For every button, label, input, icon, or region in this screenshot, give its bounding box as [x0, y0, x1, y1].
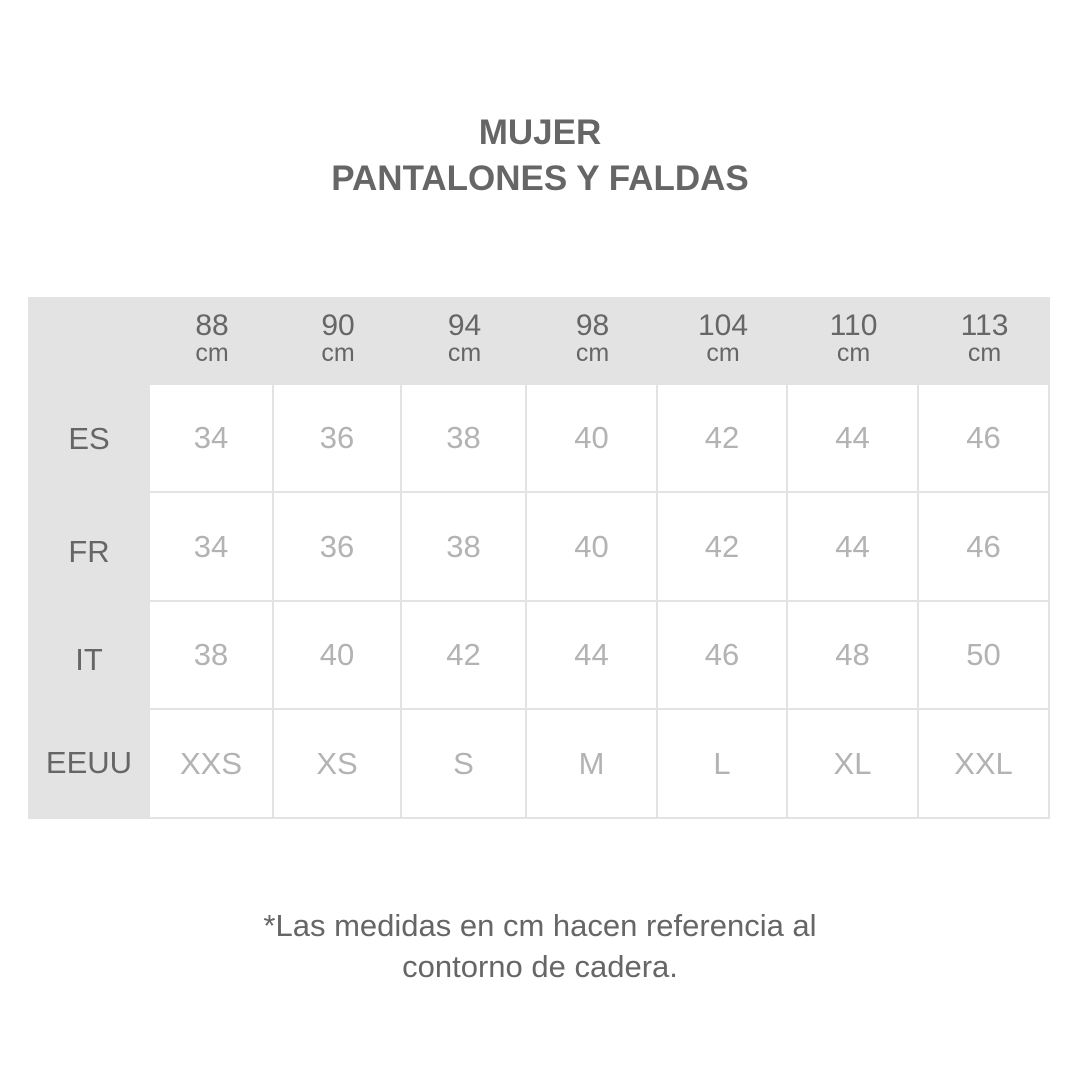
header-cell — [274, 311, 402, 365]
page-title — [0, 110, 1080, 202]
size-cell: 40 — [527, 493, 658, 602]
size-grid — [150, 385, 1050, 819]
header-value: 110 — [829, 309, 878, 342]
row-label-eeuu: EEUU — [45, 745, 133, 780]
size-cell: 38 — [150, 602, 274, 710]
size-cell: 44 — [527, 602, 658, 710]
size-cell: 44 — [788, 493, 919, 602]
header-value: 98 — [575, 309, 610, 342]
size-cell: 46 — [919, 385, 1050, 493]
row-label-it: IT — [75, 642, 103, 677]
size-cell: 40 — [527, 385, 658, 493]
size-cell: 38 — [402, 385, 527, 493]
size-cell: 42 — [402, 602, 527, 710]
title-line-1: MUJER — [478, 113, 602, 152]
header-cell — [788, 311, 919, 365]
header-cell — [402, 311, 527, 365]
header-cell — [150, 311, 274, 365]
header-value: 104 — [697, 309, 749, 342]
size-cell: S — [402, 710, 527, 819]
header-value: 113 — [960, 309, 1009, 342]
table-header-row — [150, 297, 1050, 385]
header-unit: cm — [575, 339, 610, 367]
size-cell: 46 — [919, 493, 1050, 602]
row-label-es: ES — [68, 421, 110, 456]
header-unit: cm — [836, 339, 871, 367]
size-cell: XL — [788, 710, 919, 819]
size-cell: 36 — [274, 493, 402, 602]
size-cell: 42 — [658, 493, 788, 602]
size-cell: XXL — [919, 710, 1050, 819]
header-unit: cm — [967, 339, 1002, 367]
title-line-2: PANTALONES Y FALDAS — [331, 159, 749, 198]
size-cell: 34 — [150, 493, 274, 602]
size-table — [28, 297, 1050, 819]
header-unit: cm — [321, 339, 355, 367]
size-cell: 40 — [274, 602, 402, 710]
footnote — [0, 905, 1080, 987]
header-unit: cm — [706, 339, 740, 367]
header-cell — [527, 311, 658, 365]
size-cell: 34 — [150, 385, 274, 493]
size-cell: 36 — [274, 385, 402, 493]
header-unit: cm — [447, 339, 482, 367]
size-cell: 48 — [788, 602, 919, 710]
size-cell: XS — [274, 710, 402, 819]
size-cell: 46 — [658, 602, 788, 710]
size-cell: M — [527, 710, 658, 819]
size-cell: 50 — [919, 602, 1050, 710]
header-unit: cm — [195, 339, 229, 367]
footnote-line-1: *Las medidas en cm hacen referencia al — [263, 908, 817, 943]
header-cell — [658, 311, 788, 365]
size-cell: L — [658, 710, 788, 819]
size-cell: XXS — [150, 710, 274, 819]
row-label-fr: FR — [68, 534, 110, 569]
footnote-line-2: contorno de cadera. — [402, 949, 678, 984]
header-cell — [919, 311, 1050, 365]
header-value: 88 — [195, 309, 229, 342]
header-value: 94 — [447, 309, 482, 342]
size-cell: 38 — [402, 493, 527, 602]
header-value: 90 — [321, 309, 355, 342]
size-cell: 44 — [788, 385, 919, 493]
size-cell: 42 — [658, 385, 788, 493]
